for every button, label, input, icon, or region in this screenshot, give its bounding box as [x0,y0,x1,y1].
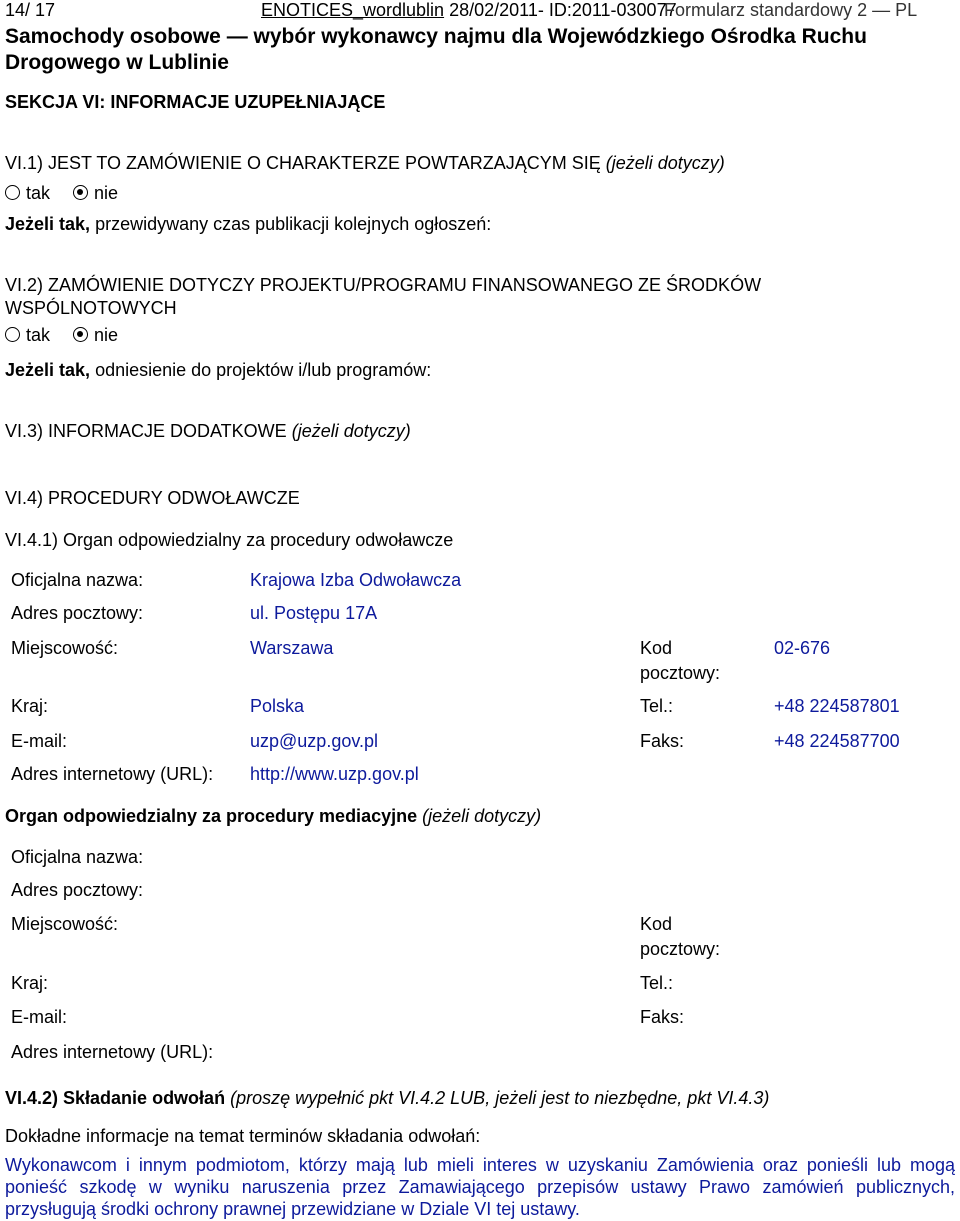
vi2-option-yes[interactable] [5,325,50,346]
mediation-address-label: Adres pocztowy: [11,880,144,900]
vi2-followup-bold: Jeżeli tak, [5,360,91,380]
deadlines-label: Dokładne informacje na temat terminów składania odwołań: [5,1126,481,1146]
official-name-label: Oficjalna nazwa: [11,570,144,590]
fax-label: Faks: [640,731,685,751]
vi2-followup [5,360,431,381]
official-name-value: Krajowa Izba Odwoławcza [250,570,462,590]
vi1-options [5,183,136,204]
postcode-label-line1: Kod [640,638,673,658]
vi4-2-heading [5,1088,769,1109]
vi1-heading [5,153,725,174]
radio-checked-icon[interactable] [73,327,88,342]
vi1-followup-bold: Jeżeli tak, [5,214,91,234]
mediation-fax-label: Faks: [640,1007,685,1027]
address-value: ul. Postępu 17A [250,603,378,623]
vi1-followup [5,214,491,235]
page-number: 14/ 17 [5,0,56,20]
vi3-heading-text: VI.3) INFORMACJE DODATKOWE [5,421,287,441]
document-id-link: ENOTICES_wordlublin [261,0,445,20]
radio-unchecked-icon[interactable] [5,185,20,200]
vi2-heading-line1: VI.2) ZAMÓWIENIE DOTYCZY PROJEKTU/PROGRAMU FINANSOWANEGO ZE ŚRODKÓW [5,275,762,295]
deadlines-text: Wykonawcom i innym podmiotom, którzy mają lub mieli interes w uzyskaniu Zamówienia oraz ponieśli lub mogą ponieść szkodę w wyniku naruszenia przez Zamawiającego przepisów ustawy Prawo zamówień publicznych, przysługują środki ochrony prawnej przewidziane w Dziale VI tej ustawy. [5,1155,955,1219]
document-id-rest: 28/02/2011- ID:2011-030077 [444,0,677,20]
radio-checked-icon[interactable] [73,185,88,200]
url-label: Adres internetowy (URL): [11,764,214,784]
vi1-option-no-label: nie [94,183,119,203]
country-value: Polska [250,696,305,716]
mediation-city-label: Miejscowość: [11,914,119,934]
section-title: SEKCJA VI: INFORMACJE UZUPEŁNIAJĄCE [5,92,386,112]
vi2-options [5,325,136,346]
vi3-heading-note: (jeżeli dotyczy) [291,421,411,441]
vi4-2-heading-text: VI.4.2) Składanie odwołań [5,1088,226,1108]
vi4-1-heading: VI.4.1) Organ odpowiedzialny za procedury odwoławcze [5,530,454,550]
mediation-heading [5,806,541,827]
page-header [0,0,960,22]
vi2-option-no[interactable] [73,325,118,346]
postcode-value: 02-676 [774,638,831,658]
vi2-heading-line2: WSPÓLNOTOWYCH [5,298,177,318]
vi4-2-heading-note: (proszę wypełnić pkt VI.4.2 LUB, jeżeli jest to niezbędne, pkt VI.4.3) [230,1088,770,1108]
city-value: Warszawa [250,638,334,658]
form-type: Formularz standardowy 2 — PL [664,0,918,20]
vi1-heading-note: (jeżeli dotyczy) [605,153,725,173]
fax-value: +48 224587700 [774,731,900,751]
vi1-option-yes[interactable] [5,183,50,204]
mediation-postcode-label-line2: pocztowy: [640,939,721,959]
url-link[interactable]: http://www.uzp.gov.pl [250,764,419,784]
address-label: Adres pocztowy: [11,603,144,623]
document-title: Samochody osobowe — wybór wykonawcy najmu dla Wojewódzkiego Ośrodka Ruchu Drogowego w Lublinie [5,25,867,74]
vi1-followup-text: przewidywany czas publikacji kolejnych ogłoszeń: [90,214,492,234]
postcode-label-line2: pocztowy: [640,663,721,683]
vi1-heading-text: VI.1) JEST TO ZAMÓWIENIE O CHARAKTERZE POWTARZAJĄCYM SIĘ [5,153,601,173]
mediation-tel-label: Tel.: [640,973,674,993]
vi1-option-no[interactable] [73,183,118,204]
vi2-option-yes-label: tak [26,325,51,345]
vi4-heading: VI.4) PROCEDURY ODWOŁAWCZE [5,488,300,508]
radio-unchecked-icon[interactable] [5,327,20,342]
mediation-url-label: Adres internetowy (URL): [11,1042,214,1062]
vi1-option-yes-label: tak [26,183,51,203]
email-label: E-mail: [11,731,68,751]
email-value[interactable]: uzp@uzp.gov.pl [250,731,379,751]
vi2-followup-text: odniesienie do projektów i/lub programów: [90,360,432,380]
mediation-heading-text: Organ odpowiedzialny za procedury mediacyjne [5,806,418,826]
mediation-country-label: Kraj: [11,973,49,993]
mediation-heading-note: (jeżeli dotyczy) [422,806,542,826]
tel-label: Tel.: [640,696,674,716]
vi3-heading [5,421,411,442]
mediation-official-name-label: Oficjalna nazwa: [11,847,144,867]
vi2-option-no-label: nie [94,325,119,345]
mediation-postcode-label-line1: Kod [640,914,673,934]
country-label: Kraj: [11,696,49,716]
mediation-email-label: E-mail: [11,1007,68,1027]
tel-value: +48 224587801 [774,696,900,716]
document-id [261,0,677,21]
city-label: Miejscowość: [11,638,119,658]
